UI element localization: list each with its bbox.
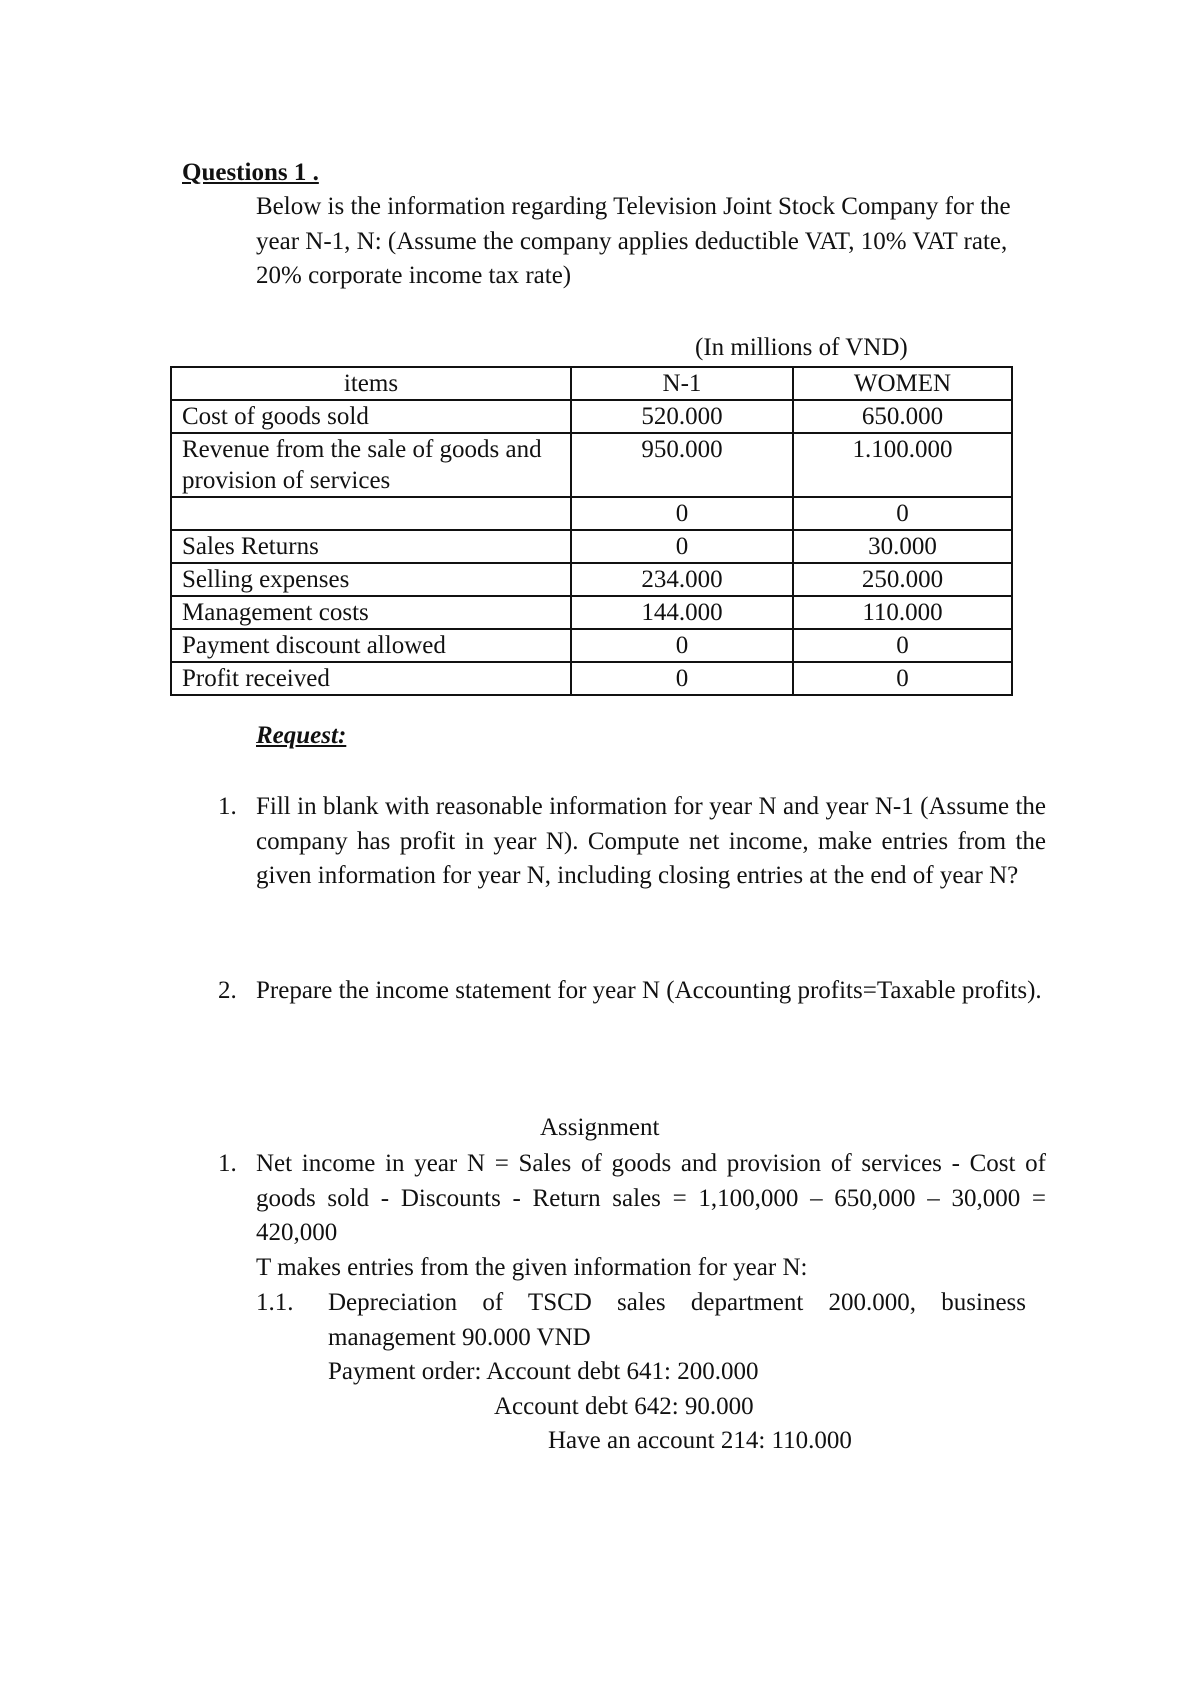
table-row <box>171 400 1012 433</box>
request-item-text: Fill in blank with reasonable information for year N and year N-1 (Assume the company has profit in year N). Compute net income, make entries from the given information for year N, including closing entries at the end of year N? <box>256 793 1046 889</box>
row-label: Sales Returns <box>171 530 571 563</box>
value-n: 650.000 <box>793 400 1012 433</box>
journal-line-2: Account debt 642: 90.000 <box>494 1393 754 1420</box>
value-n-1: 144.000 <box>571 596 793 629</box>
table-row <box>171 530 1012 563</box>
assignment-title: Assignment <box>540 1114 660 1141</box>
question-intro: Below is the information regarding Television Joint Stock Company for the year N-1, N: (Assume the company applies deductible VAT, 10% VAT rate, 20% corporate income tax rate) <box>256 193 1011 289</box>
journal-line-1: Payment order: Account debt 641: 200.000 <box>328 1358 759 1385</box>
list-marker: 1. <box>218 1150 237 1177</box>
value-n: 250.000 <box>793 563 1012 596</box>
request-title: Request: <box>256 722 347 749</box>
row-label: Management costs <box>171 596 571 629</box>
question-title: Questions 1 . <box>182 159 319 186</box>
header-n-1: N-1 <box>571 367 793 400</box>
assignment-item-text: Net income in year N = Sales of goods and provision of services - Cost of goods sold - Discounts - Return sales = 1,100,000 – 650,000 – 30,000 = 420,000 <box>256 1150 1046 1246</box>
value-n: 30.000 <box>793 530 1012 563</box>
value-n: 0 <box>793 497 1012 530</box>
table-row <box>171 629 1012 662</box>
table-row <box>171 433 1012 497</box>
row-label: Profit received <box>171 662 571 695</box>
value-n-1: 0 <box>571 530 793 563</box>
row-label: Revenue from the sale of goods and provision of services <box>171 433 571 497</box>
request-item-text: Prepare the income statement for year N (Accounting profits=Taxable profits). <box>256 977 1042 1004</box>
value-n-1: 234.000 <box>571 563 793 596</box>
row-label <box>171 497 571 530</box>
value-n: 1.100.000 <box>793 433 1012 497</box>
journal-line-3: Have an account 214: 110.000 <box>548 1427 852 1454</box>
value-n: 0 <box>793 662 1012 695</box>
table-row <box>171 497 1012 530</box>
value-n-1: 520.000 <box>571 400 793 433</box>
table-row <box>171 596 1012 629</box>
value-n: 110.000 <box>793 596 1012 629</box>
request-item-2 <box>218 974 1046 1009</box>
value-n-1: 0 <box>571 662 793 695</box>
assignment-item-1 <box>218 1147 1046 1251</box>
header-items: items <box>171 367 571 400</box>
request-item-1 <box>218 790 1046 894</box>
sub-item-marker: 1.1. <box>256 1289 294 1316</box>
table-row <box>171 662 1012 695</box>
financial-data-table <box>170 366 1013 696</box>
value-n: 0 <box>793 629 1012 662</box>
entries-intro: T makes entries from the given information for year N: <box>256 1254 808 1281</box>
row-label: Payment discount allowed <box>171 629 571 662</box>
table-header-row <box>171 367 1012 400</box>
list-marker: 2. <box>218 977 237 1004</box>
row-label: Cost of goods sold <box>171 400 571 433</box>
value-n-1: 0 <box>571 497 793 530</box>
value-n-1: 950.000 <box>571 433 793 497</box>
sub-item-text: Depreciation of TSCD sales department 200.000, business management 90.000 VND <box>328 1289 1026 1351</box>
header-n: WOMEN <box>793 367 1012 400</box>
table-row <box>171 563 1012 596</box>
value-n-1: 0 <box>571 629 793 662</box>
row-label: Selling expenses <box>171 563 571 596</box>
unit-note: (In millions of VND) <box>695 334 908 361</box>
list-marker: 1. <box>218 793 237 820</box>
